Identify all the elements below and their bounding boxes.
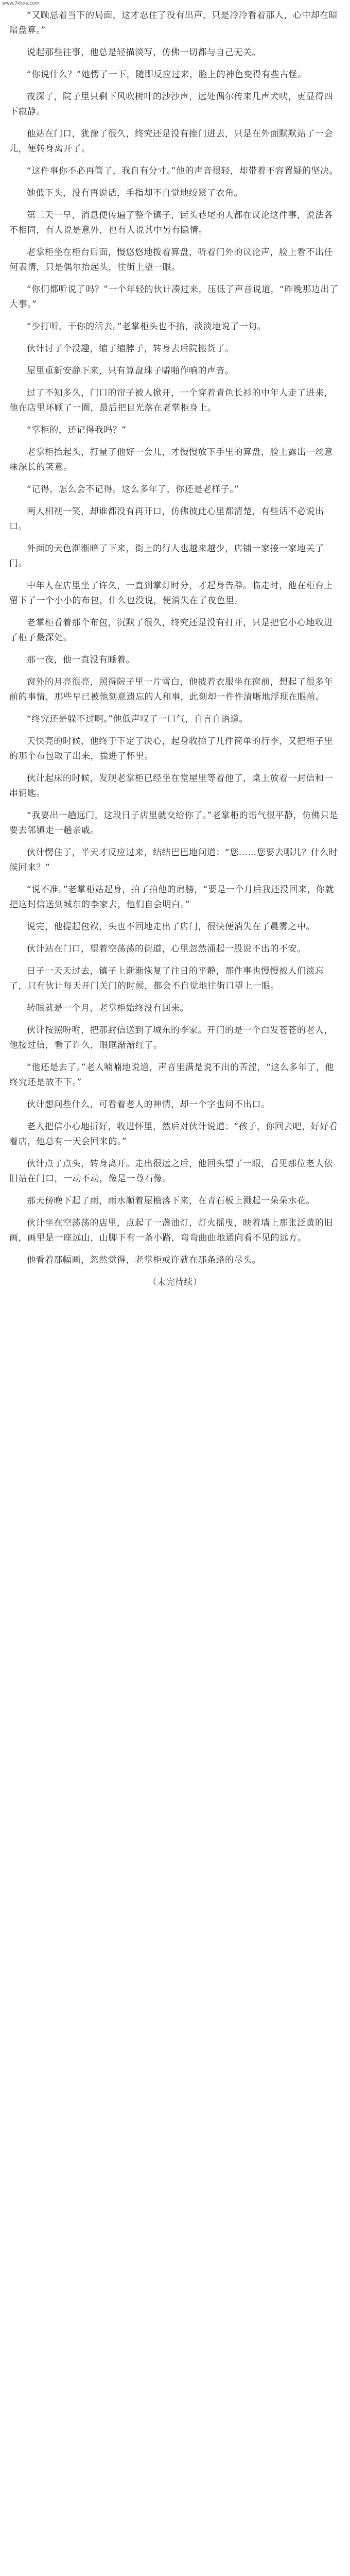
story-paragraph: 天快亮的时候，他终于下定了决心，起身收拾了几件简单的行李，又把柜子里的那个布包取了出来，揣进了怀里。 [9, 736, 333, 761]
story-paragraph: 转眼就是一个月，老掌柜始终没有回来。 [27, 1003, 189, 1013]
story-paragraph: 伙计讨了个没趣，缩了缩脖子，转身去后院搬货了。 [27, 344, 234, 354]
story-paragraph: 说起那些往事，他总是轻描淡写，仿佛一切都与自己无关。 [27, 47, 261, 58]
story-paragraph: 老掌柜看着那个布包，沉默了很久，终究还是没有打开，只是把它小心地收进了柜子最深处。 [9, 618, 333, 643]
story-paragraph: “这件事你不必再管了，我自有分寸。”他的声音很轻，却带着不容置疑的坚决。 [27, 166, 339, 176]
story-paragraph: 伙计按照吩咐，把那封信送到了城东的李家。开门的是一个白发苍苍的老人，他接过信，看了许久，眼眶渐渐红了。 [9, 1025, 333, 1050]
story-paragraph: “他还是去了。”老人喃喃地说道，声音里满是说不出的苦涩，“这么多年了，他终究还是放不下。” [9, 1062, 334, 1088]
story-paragraph: 老掌柜抬起头，打量了他好一会儿，才慢慢放下手里的算盘，脸上露出一丝意味深长的笑意。 [9, 447, 333, 472]
site-watermark: www.7kkxs.com [2, 1, 40, 6]
story-paragraph: 说完，他提起包袱，头也不回地走出了店门，很快便消失在了晨雾之中。 [27, 922, 315, 932]
story-paragraph: “又顾忌着当下的局面，这才忍住了没有出声，只是冷冷看着那人，心中却在暗暗盘算。” [9, 10, 338, 36]
story-paragraph: 那天傍晚下起了雨，雨水顺着屋檐落下来，在青石板上溅起一朵朵水花。 [27, 1196, 315, 1206]
story-paragraph: 两人相视一笑，却谁都没有再开口，仿佛彼此心里都清楚，有些话不必说出口。 [9, 506, 324, 532]
story-paragraph: 老人把信小心地折好，收进怀里，然后对伙计说道：“孩子，你回去吧，好好看着店，他总有一天会回来的。” [9, 1122, 338, 1147]
story-paragraph: 伙计坐在空荡荡的店里，点起了一盏油灯，灯火摇曳，映着墙上那张泛黄的旧画，画里是一座远山，山脚下有一条小路，弯弯曲曲地通向看不见的远方。 [9, 1218, 333, 1243]
story-paragraph: “掌柜的，还记得我吗？” [27, 425, 127, 435]
story-paragraph: 伙计站在门口，望着空荡荡的街道，心里忽然涌起一股说不出的不安。 [27, 944, 306, 954]
story-paragraph: 伙计愣住了，半天才反应过来，结结巴巴地问道：“您……您要去哪儿？什么时候回来？” [9, 848, 338, 873]
story-paragraph: 老掌柜坐在柜台后面，慢悠悠地拨着算盘，听着门外的议论声，脸上看不出任何表情，只是偶尔抬起头，往街上望一眼。 [9, 247, 333, 273]
story-paragraph: 伙计想问些什么，可看着老人的神情，却一个字也问不出口。 [27, 1099, 270, 1110]
story-paragraph: 中年人在店里坐了许久，一直到掌灯时分，才起身告辞。临走时，他在柜台上留下了一个小小的布包，什么也没说，便消失在了夜色里。 [9, 581, 333, 606]
article-body [9, 8, 341, 1290]
story-paragraph: “你们都听说了吗？”一个年轻的伙计凑过来，压低了声音说道，“昨晚那边出了大事。” [9, 284, 339, 310]
story-paragraph: 外面的天色渐渐暗了下来，街上的行人也越来越少，店铺一家接一家地关了门。 [9, 544, 324, 569]
story-paragraph: “说不准。”老掌柜站起身，拍了拍他的肩膀，“要是一个月后我还没回来，你就把这封信送到城东的李家去，他们自会明白。” [9, 885, 334, 910]
story-paragraph: 伙计起床的时候，发现老掌柜已经坐在堂屋里等着他了，桌上放着一封信和一串钥匙。 [9, 773, 333, 799]
story-paragraph: 他看着那幅画，忽然觉得，老掌柜或许就在那条路的尽头。 [27, 1255, 261, 1265]
story-paragraph: 伙计点了点头，转身离开。走出很远之后，他回头望了一眼，看见那位老人依旧站在门口，一动不动，像是一尊石像。 [9, 1159, 333, 1184]
to-be-continued-note: （未完待续） [148, 1277, 202, 1287]
story-paragraph: “你说什么？”她愣了一下，随即反应过来，脸上的神色变得有些古怪。 [27, 70, 307, 80]
story-paragraph: 第二天一早，消息便传遍了整个镇子，街头巷尾的人都在议论这件事，说法各不相同，有人说是意外，也有人说其中另有隐情。 [9, 210, 333, 235]
story-paragraph: “少打听，干你的活去。”老掌柜头也不抬，淡淡地说了一句。 [27, 321, 267, 332]
story-paragraph: 他站在门口，犹豫了很久，终究还是没有推门进去，只是在外面默默站了一会儿，便转身离开了。 [9, 129, 333, 154]
story-paragraph: “终究还是躲不过啊。”他低声叹了一口气，自言自语道。 [27, 714, 249, 724]
story-paragraph: 那一夜，他一直没有睡着。 [27, 655, 135, 665]
story-paragraph: 她低下头，没有再说话，手指却不自觉地绞紧了衣角。 [27, 188, 243, 198]
story-paragraph: 屋里重新安静下来，只有算盘珠子噼啪作响的声音。 [27, 366, 234, 376]
story-paragraph: 日子一天天过去，镇子上渐渐恢复了往日的平静，那件事也慢慢被人们淡忘了，只有伙计每天开门关门的时候，都会不自觉地往街口望上一眼。 [9, 966, 324, 991]
story-paragraph: “记得，怎么会不记得。这么多年了，你还是老样子。” [27, 484, 239, 495]
story-paragraph: 夜深了，院子里只剩下风吹树叶的沙沙声，远处偶尔传来几声犬吠，更显得四下寂静。 [9, 92, 333, 117]
story-paragraph: 窗外的月亮很亮，照得院子里一片雪白，他披着衣服坐在窗前，想起了很多年前的事情，那些早已被他刻意遗忘的人和事，此刻却一件件清晰地浮现在眼前。 [9, 677, 333, 702]
story-paragraph: “我要出一趟远门，这段日子店里就交给你了。”老掌柜的语气很平静，仿佛只是要去邻镇走一趟亲戚。 [9, 810, 339, 836]
story-paragraph: 过了不知多久，门口的帘子被人掀开，一个穿着青色长衫的中年人走了进来，他在店里环顾了一圈，最后把目光落在老掌柜身上。 [9, 388, 333, 413]
